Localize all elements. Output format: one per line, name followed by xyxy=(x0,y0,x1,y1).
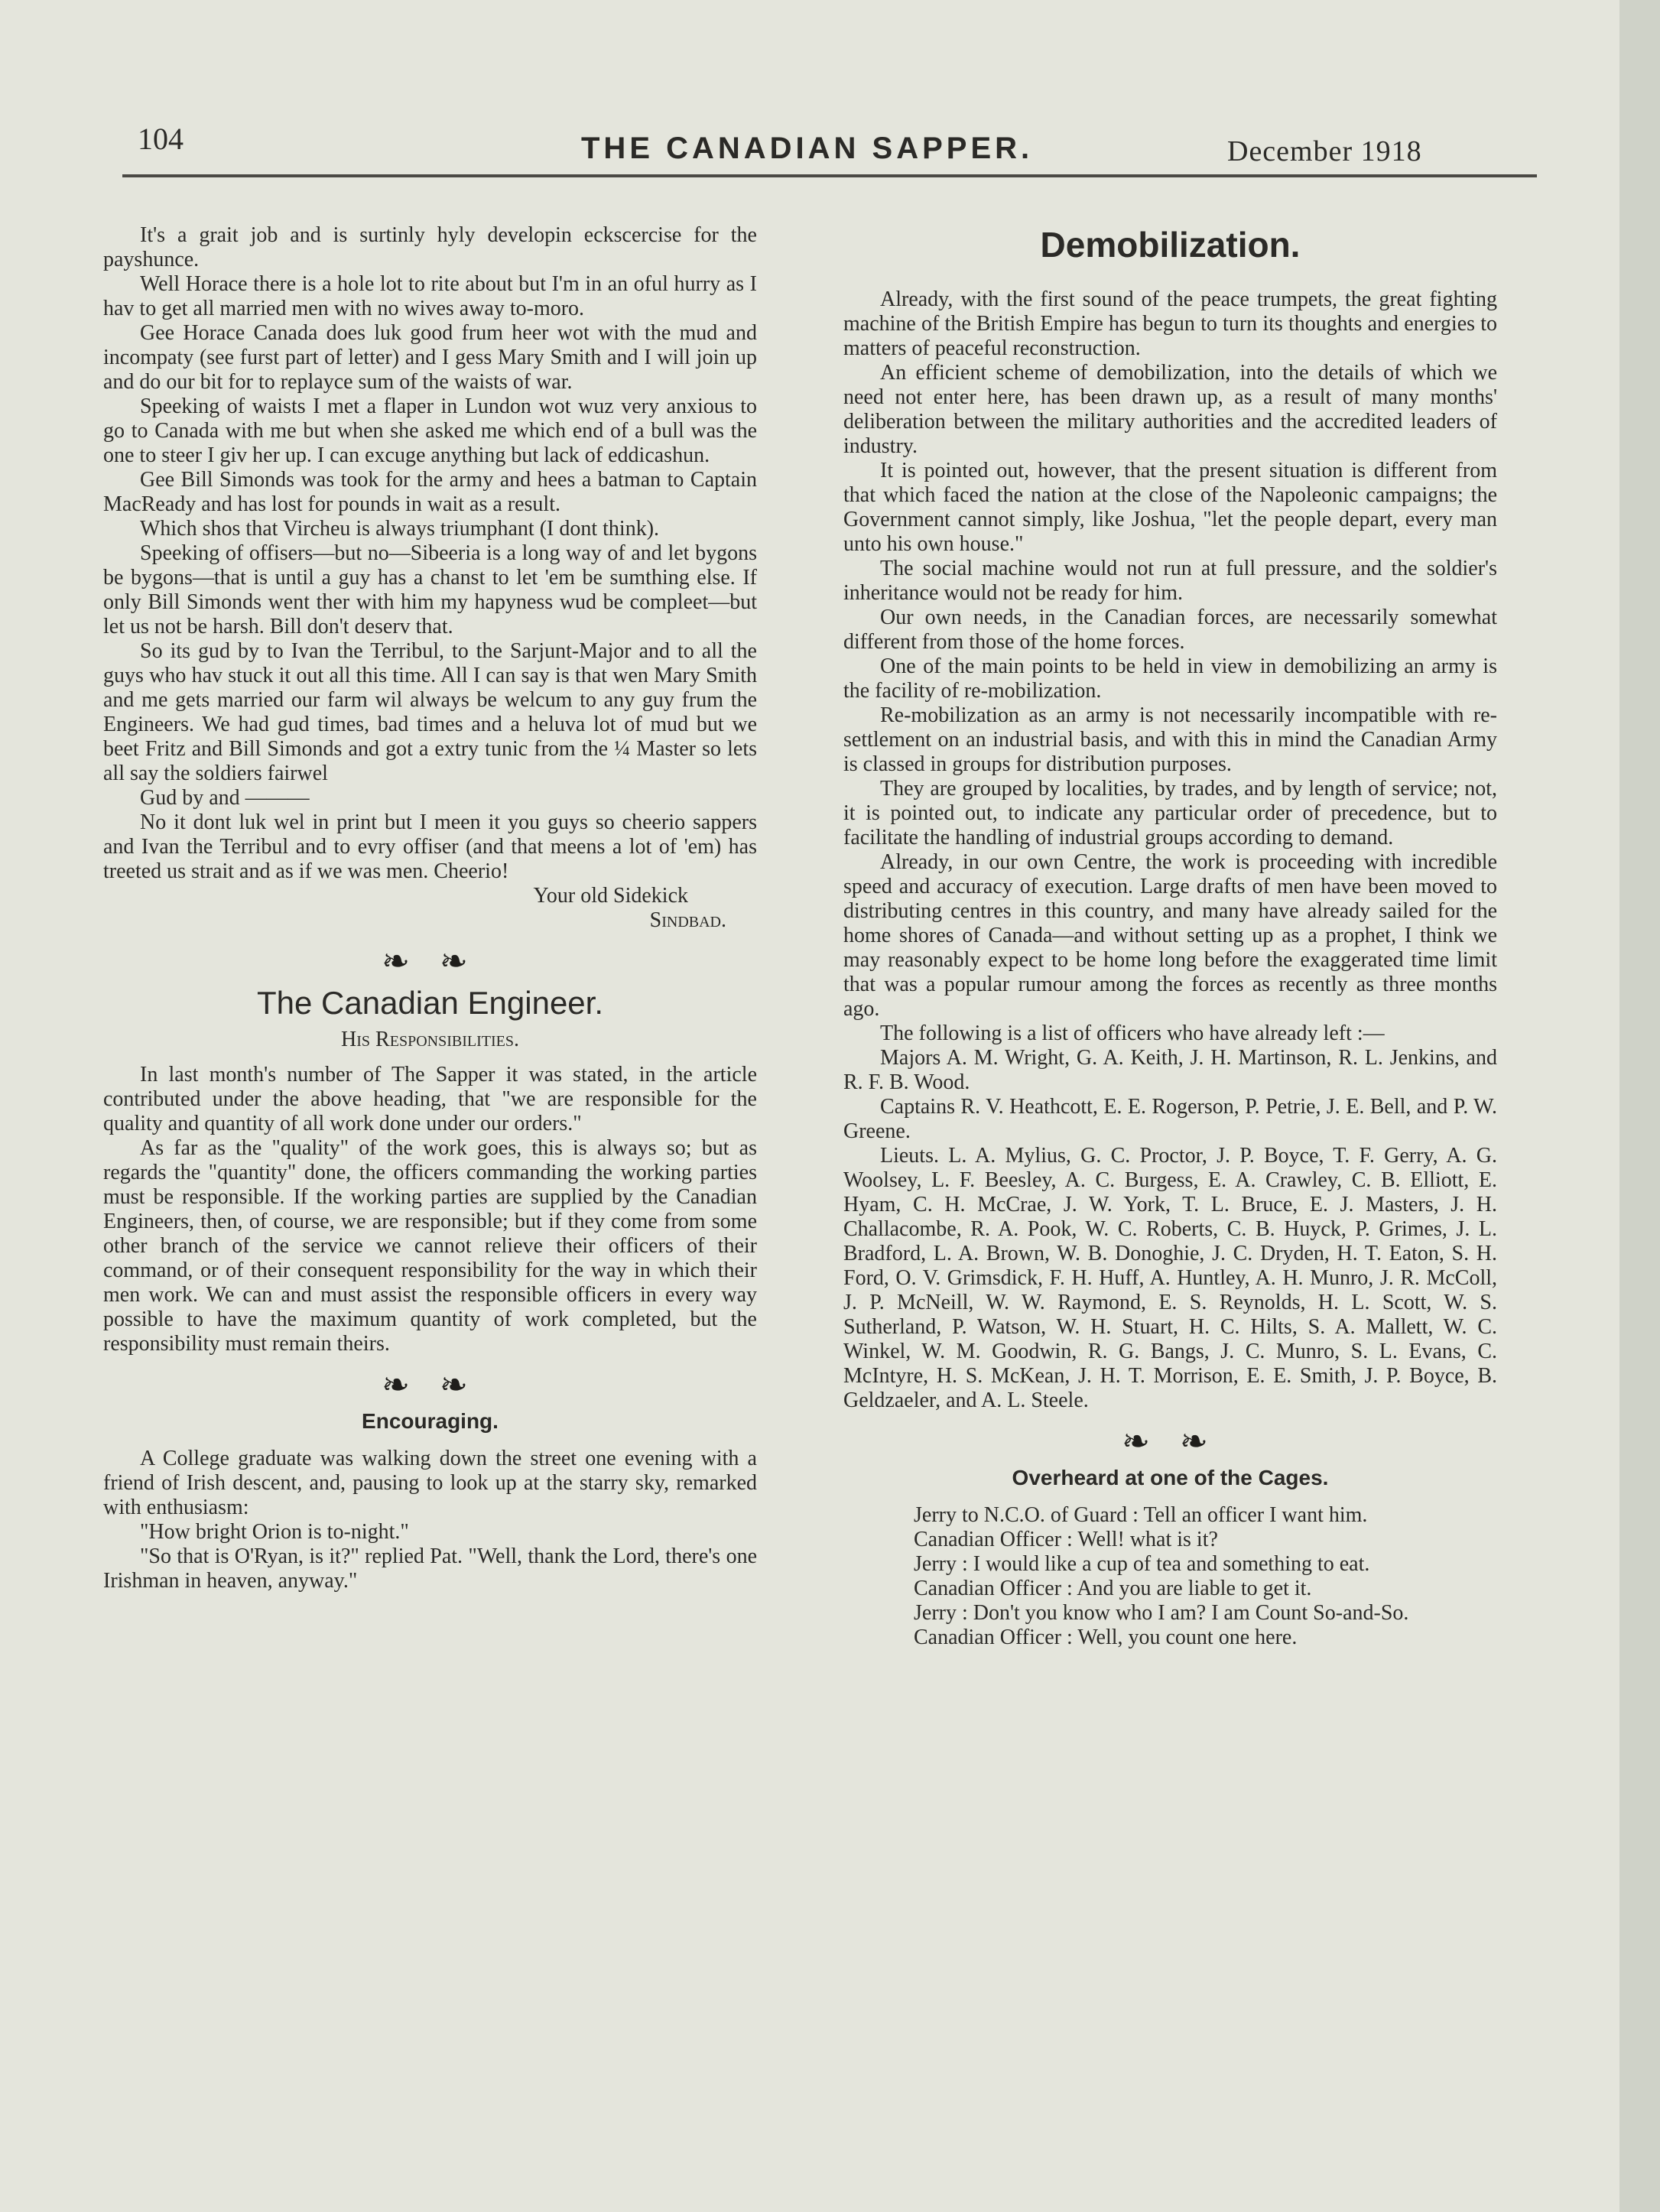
dialogue-line: Jerry : I would like a cup of tea and something to eat. xyxy=(914,1552,1370,1576)
ornament-divider: ❧ ❧ xyxy=(382,943,479,980)
letter-paragraph: Gud by and ——— xyxy=(140,786,310,810)
letter-paragraph: Gee Horace Canada does luk good frum heer wot with the mud and incompaty (see furst part of letter) and I gess Mary Smith and I will join up and do our bit for to replayce sum of the waists of war. xyxy=(103,321,757,394)
demobilization-paragraph: Already, in our own Centre, the work is proceeding with incredible speed and accuracy of execution. Large drafts of men have been moved to distributing centres in this country, and many have already sailed for the home shores of Canada—and without setting up as a prophet, I think we may reasonably expect to be home long before the exaggerated time limit that was a popular rumour among the forces as recently as three months ago. xyxy=(843,850,1497,1021)
dialogue-line: Canadian Officer : Well! what is it? xyxy=(914,1528,1218,1551)
issue-date: December 1918 xyxy=(1227,135,1422,167)
demobilization-paragraph: They are grouped by localities, by trades, and by length of service; not, it is pointed out, to indicate any particular order of precedence, but to facilitate the handling of industrial groups according to demand. xyxy=(843,777,1497,849)
dialogue-line: Jerry to N.C.O. of Guard : Tell an officer I want him. xyxy=(914,1503,1368,1527)
engineer-subheading: His Responsibilities. xyxy=(341,1028,519,1051)
left-column xyxy=(103,223,757,1593)
encouraging-paragraph: "How bright Orion is to-night." xyxy=(140,1520,409,1544)
letter-paragraph: Speeking of waists I met a flaper in Lundon wot wuz very anxious to go to Canada with me but when she asked me which end of a bull was the one to steer I giv her up. I can excuge anything but lack of eddicashun. xyxy=(103,395,757,467)
encouraging-paragraph: "So that is O'Ryan, is it?" replied Pat. "Well, thank the Lord, there's one Irishman in heaven, anyway." xyxy=(103,1545,757,1593)
officer-list-majors: Majors A. M. Wright, G. A. Keith, J. H. Martinson, R. L. Jenkins, and R. F. B. Wood. xyxy=(843,1046,1497,1094)
dialogue-line: Canadian Officer : And you are liable to get it. xyxy=(914,1577,1312,1600)
demobilization-paragraph: Already, with the first sound of the peace trumpets, the great fighting machine of the British Empire has begun to turn its thoughts and energies to matters of peaceful reconstruction. xyxy=(843,287,1497,360)
officer-list-captains: Captains R. V. Heathcott, E. E. Rogerson, P. Petrie, J. E. Bell, and P. W. Greene. xyxy=(843,1095,1497,1143)
encouraging-heading: Encouraging. xyxy=(362,1409,499,1433)
letter-paragraph: Gee Bill Simonds was took for the army and hees a batman to Captain MacReady and has lost for pounds in wait as a result. xyxy=(103,468,757,516)
demobilization-paragraph: It is pointed out, however, that the present situation is different from that which faced the nation at the close of the Napoleonic campaigns; the Government cannot simply, like Joshua, "let the people depart, every man unto his own house." xyxy=(843,459,1497,556)
demobilization-paragraph: The following is a list of officers who have already left :— xyxy=(880,1022,1385,1045)
page-number: 104 xyxy=(138,122,184,156)
overheard-heading: Overheard at one of the Cages. xyxy=(1012,1466,1329,1489)
demobilization-heading: Demobilization. xyxy=(1040,225,1301,265)
demobilization-paragraph: An efficient scheme of demobilization, into the details of which we need not enter here, has been drawn up, as a result of many months' deliberation between the military authorities and the accredited leaders of industry. xyxy=(843,361,1497,458)
letter-paragraph: Which shos that Vircheu is always triumphant (I dont think). xyxy=(140,517,660,541)
letter-signoff: Your old Sidekick xyxy=(533,884,688,908)
letter-paragraph: It's a grait job and is surtinly hyly developin eckscercise for the payshunce. xyxy=(103,223,757,271)
page-edge xyxy=(1619,0,1660,2212)
officer-list-lieuts: Lieuts. L. A. Mylius, G. C. Proctor, J. P. Boyce, T. F. Gerry, A. G. Woolsey, L. F. Beesley, A. C. Burgess, E. A. Crawley, C. B. Elliott, E. Hyam, C. H. McCrae, J. W. York, T. L. Bruce, E. J. Masters, J. H. Challacombe, R. A. Pook, W. C. Roberts, C. B. Huyck, P. Grimes, J. L. Bradford, L. A. Brown, W. B. Donoghie, J. C. Dryden, H. T. Eaton, S. H. Ford, O. V. Grimsdick, F. H. Huff, A. Huntley, A. H. Munro, J. R. McColl, J. P. McNeill, W. W. Raymond, E. S. Reynolds, H. L. Scott, W. S. Sutherland, P. Watson, W. H. Stuart, H. C. Hilts, S. A. Mallett, W. C. Winkel, W. M. Goodwin, R. G. Bangs, J. C. Munro, S. L. Evans, C. McIntyre, H. S. McKean, J. H. T. Morrison, E. E. Smith, J. P. Boyce, B. Geldzaeler, and A. L. Steele. xyxy=(843,1144,1497,1412)
letter-paragraph: So its gud by to Ivan the Terribul, to the Sarjunt-Major and to all the guys who hav stuck it out all this time. All I can say is that wen Mary Smith and me gets married our farm wil always be welcum to any guy frum the Engineers. We had gud times, bad times and a heluva lot of mud but we beet Fritz and Bill Simonds and got a extry tunic from the ¼ Master so lets all say the soldiers fairwel xyxy=(103,639,757,785)
demobilization-paragraph: The social machine would not run at full pressure, and the soldier's inheritance would not be ready for him. xyxy=(843,557,1497,605)
letter-signature: Sindbad. xyxy=(649,908,726,932)
ornament-divider: ❧ ❧ xyxy=(382,1366,479,1404)
demobilization-paragraph: Our own needs, in the Canadian forces, are necessarily somewhat different from those of the home forces. xyxy=(843,606,1497,654)
demobilization-paragraph: One of the main points to be held in view in demobilizing an army is the facility of re-mobilization. xyxy=(843,655,1497,703)
demobilization-paragraph: Re-mobilization as an army is not necessarily incompatible with re-settlement on an industrial basis, and with this in mind the Canadian Army is classed in groups for distribution purposes. xyxy=(843,703,1497,776)
letter-paragraph: No it dont luk wel in print but I meen it you guys so cheerio sappers and Ivan the Terribul and to evry offiser (and that meens a lot of 'em) has treeted us strait and as if we was men. Cheerio! xyxy=(103,810,757,883)
letter-paragraph: Well Horace there is a hole lot to rite about but I'm in an oful hurry as I hav to get all married men with no wives away to-moro. xyxy=(103,272,757,320)
engineer-paragraph: As far as the "quality" of the work goes, this is always so; but as regards the "quantity" done, the officers commanding the working parties must be responsible. If the working parties are supplied by the Canadian Engineers, then, of course, we are responsible; but if they come from some other branch of the service we cannot relieve their officers of their command, or of their consequent responsibility for the way in which their men work. We can and must assist the responsible officers in every way possible to have the maximum quantity of work completed, but the responsibility must remain theirs. xyxy=(103,1136,757,1356)
dialogue-line: Jerry : Don't you know who I am? I am Count So-and-So. xyxy=(914,1601,1409,1625)
right-column xyxy=(843,223,1497,1650)
letter-paragraph: Speeking of offisers—but no—Sibeeria is a long way of and let bygons be bygons—that is until a guy has a chanst to let 'em be sumthing else. If only Bill Simonds went ther with him my hapyness wud be compleet—but let us not be harsh. Bill don't deserv that. xyxy=(103,541,757,638)
encouraging-paragraph: A College graduate was walking down the street one evening with a friend of Irish descent, and, pausing to look up at the starry sky, remarked with enthusiasm: xyxy=(103,1447,757,1519)
masthead-title: THE CANADIAN SAPPER. xyxy=(581,132,1034,165)
header-rule xyxy=(122,174,1537,177)
dialogue-line: Canadian Officer : Well, you count one here. xyxy=(914,1626,1298,1649)
engineer-heading: The Canadian Engineer. xyxy=(257,985,603,1021)
engineer-paragraph: In last month's number of The Sapper it was stated, in the article contributed under the above heading, that "we are responsible for the quality and quantity of all work done under our orders." xyxy=(103,1063,757,1135)
ornament-divider: ❧ ❧ xyxy=(1122,1423,1219,1460)
